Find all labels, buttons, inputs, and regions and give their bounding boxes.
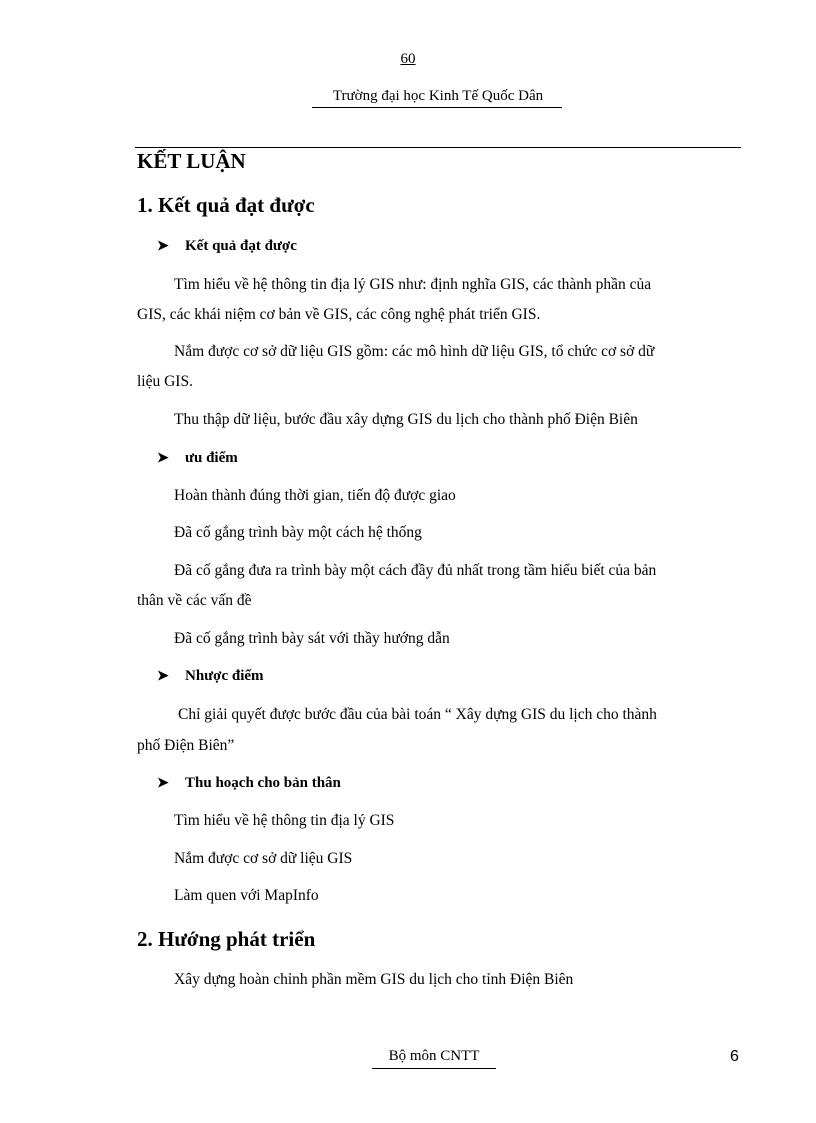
bullet-pros (157, 450, 238, 467)
right-arrow-icon: ➤ (157, 451, 169, 466)
bullet-cons (157, 668, 264, 685)
footer-dept: Bộ môn CNTT (388, 1048, 480, 1064)
p2-line1: Nắm được cơ sở dữ liệu GIS gồm: các mô hình dữ liệu GIS, tổ chức cơ sở dữ (174, 343, 655, 360)
bullet-gain-label: Thu hoạch cho bản thân (185, 775, 341, 791)
pro2: Đã cố gắng trình bày một cách hệ thống (174, 524, 422, 541)
section1-heading: 1. Kết quả đạt được (137, 193, 315, 217)
pro3-line2: thân về các vấn đề (137, 592, 252, 609)
header-school: Trường đại học Kinh Tế Quốc Dân (332, 88, 544, 104)
gain1: Tìm hiểu về hệ thông tin địa lý GIS (174, 812, 395, 829)
page-title: KẾT LUẬN (137, 149, 246, 173)
footer-underline (372, 1068, 496, 1069)
right-arrow-icon: ➤ (157, 669, 169, 684)
gain2: Nắm được cơ sở dữ liệu GIS (174, 850, 353, 867)
footer-page-number: 6 (730, 1048, 739, 1065)
gain3: Làm quen với MapInfo (174, 887, 319, 904)
bullet-achieved-label: Kết quả đạt được (185, 238, 297, 254)
bullet-cons-label: Nhược điểm (185, 668, 264, 684)
right-arrow-icon: ➤ (157, 776, 169, 791)
p1-line2: GIS, các khái niệm cơ bản về GIS, các công nghệ phát triển GIS. (137, 306, 541, 323)
p1-line1: Tìm hiểu về hệ thông tin địa lý GIS như: định nghĩa GIS, các thành phần của (174, 276, 652, 293)
right-arrow-icon: ➤ (157, 239, 169, 254)
con1-line1: Chỉ giải quyết được bước đầu của bài toán “ Xây dựng GIS du lịch cho thành (178, 706, 657, 723)
section2-heading: 2. Hướng phát triển (137, 927, 316, 951)
p3: Thu thập dữ liệu, bước đầu xây dựng GIS du lịch cho thành phố Điện Biên (174, 411, 638, 428)
pro3-line1: Đã cố gắng đưa ra trình bày một cách đầy đủ nhất trong tầm hiểu biết của bản (174, 562, 657, 579)
bullet-achieved (157, 238, 297, 255)
pro4: Đã cố gắng trình bày sát với thầy hướng dẫn (174, 630, 450, 647)
section2-p1: Xây dựng hoàn chỉnh phần mềm GIS du lịch cho tỉnh Điện Biên (174, 971, 574, 988)
con1-line2: phố Điện Biên” (137, 737, 235, 754)
header-page-number: 60 (400, 51, 416, 67)
header-rule (135, 147, 741, 148)
header-underline (312, 107, 562, 108)
pro1: Hoàn thành đúng thời gian, tiến độ được giao (174, 487, 456, 504)
bullet-gain (157, 775, 341, 792)
bullet-pros-label: ưu điểm (185, 450, 238, 466)
p2-line2: liệu GIS. (137, 373, 193, 390)
